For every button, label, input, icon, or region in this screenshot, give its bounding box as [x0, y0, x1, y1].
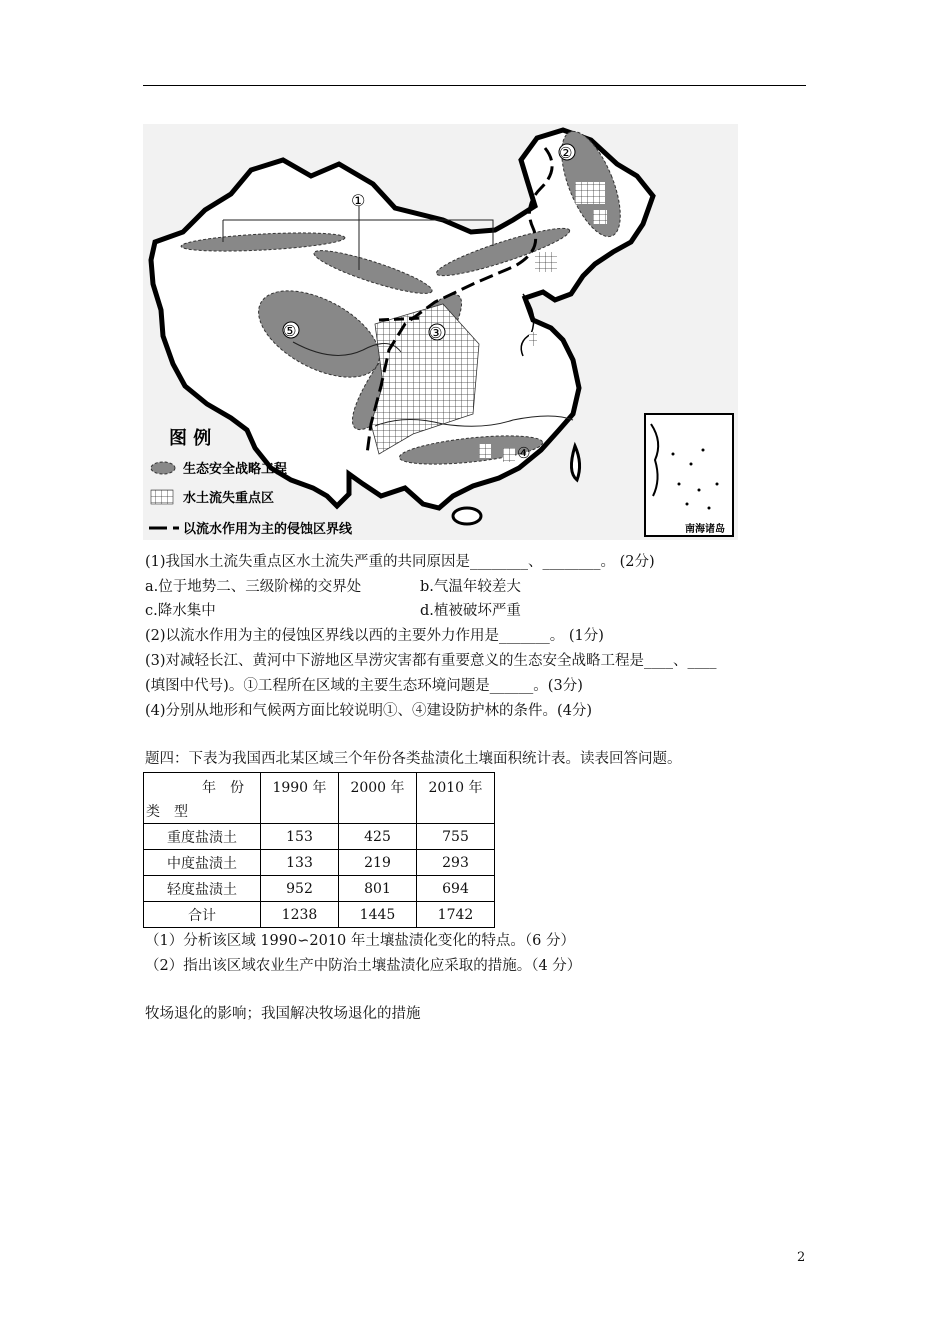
table-cell: 219 — [339, 850, 417, 876]
table-cell: 694 — [417, 876, 495, 902]
salinization-table — [143, 772, 495, 928]
question-1-option-c: c.降水集中 — [145, 603, 216, 619]
map-marker-2: ② — [559, 144, 573, 162]
section-4-question-1: （1）分析该区域 1990∽2010 年土壤盐渍化变化的特点。（6 分） — [145, 933, 575, 949]
row-label: 轻度盐渍土 — [144, 876, 261, 902]
question-1-option-a: a.位于地势二、三级阶梯的交界处 — [145, 579, 362, 595]
question-3-line-1: (3)对减轻长江、黄河中下游地区旱涝灾害都有重要意义的生态安全战略工程是____、____ — [145, 653, 717, 669]
table-cell: 801 — [339, 876, 417, 902]
table-cell: 1238 — [261, 902, 339, 928]
question-2: (2)以流水作用为主的侵蚀区界线以西的主要外力作用是_______。 (1分) — [145, 628, 604, 644]
header-year: 年 份 — [202, 780, 244, 796]
table-cell: 1445 — [339, 902, 417, 928]
map-marker-5: ⑤ — [283, 322, 297, 340]
china-ecology-map — [143, 124, 738, 540]
table-row — [144, 824, 495, 850]
legend-title: 图 例 — [169, 428, 212, 449]
legend-item-boundary: 以流水作用为主的侵蚀区界线 — [183, 522, 353, 537]
inset-label: 南海诸岛 — [685, 524, 725, 535]
map-marker-4: ④ — [517, 444, 531, 462]
section-4-question-2: （2）指出该区域农业生产中防治土壤盐渍化应采取的措施。（4 分） — [145, 958, 582, 974]
table-cell: 133 — [261, 850, 339, 876]
table-row — [144, 850, 495, 876]
column-header: 1990 年 — [261, 773, 339, 824]
question-3-line-2: (填图中代号)。①工程所在区域的主要生态环境问题是______。(3分) — [145, 678, 583, 694]
legend-item-erosion: 水土流失重点区 — [183, 491, 275, 506]
table-cell: 425 — [339, 824, 417, 850]
header-type: 类 型 — [146, 804, 188, 820]
table-cell: 153 — [261, 824, 339, 850]
table-row — [144, 876, 495, 902]
column-header: 2010 年 — [417, 773, 495, 824]
question-1: (1)我国水土流失重点区水土流失严重的共同原因是________、________。 (2分) — [145, 554, 655, 570]
column-header: 2000 年 — [339, 773, 417, 824]
row-label: 合计 — [144, 902, 261, 928]
table-cell: 293 — [417, 850, 495, 876]
table-header-diagonal — [144, 773, 261, 824]
section-4-intro: 题四：下表为我国西北某区域三个年份各类盐渍化土壤面积统计表。读表回答问题。 — [145, 751, 682, 767]
row-label: 重度盐渍土 — [144, 824, 261, 850]
table-cell: 755 — [417, 824, 495, 850]
table-row — [144, 902, 495, 928]
table-cell: 1742 — [417, 902, 495, 928]
table-cell: 952 — [261, 876, 339, 902]
question-1-option-b: b.气温年较差大 — [420, 579, 521, 595]
question-1-option-d: d.植被破坏严重 — [420, 603, 521, 619]
row-label: 中度盐渍土 — [144, 850, 261, 876]
footer-topic: 牧场退化的影响；我国解决牧场退化的措施 — [145, 1006, 421, 1022]
question-4: (4)分别从地形和气候两方面比较说明①、④建设防护林的条件。(4分) — [145, 703, 593, 719]
map-marker-1: ① — [351, 191, 366, 210]
page-number: 2 — [797, 1250, 806, 1265]
map-marker-3: ③ — [429, 324, 443, 342]
header-rule — [143, 85, 806, 86]
legend-item-project: 生态安全战略工程 — [183, 462, 288, 477]
